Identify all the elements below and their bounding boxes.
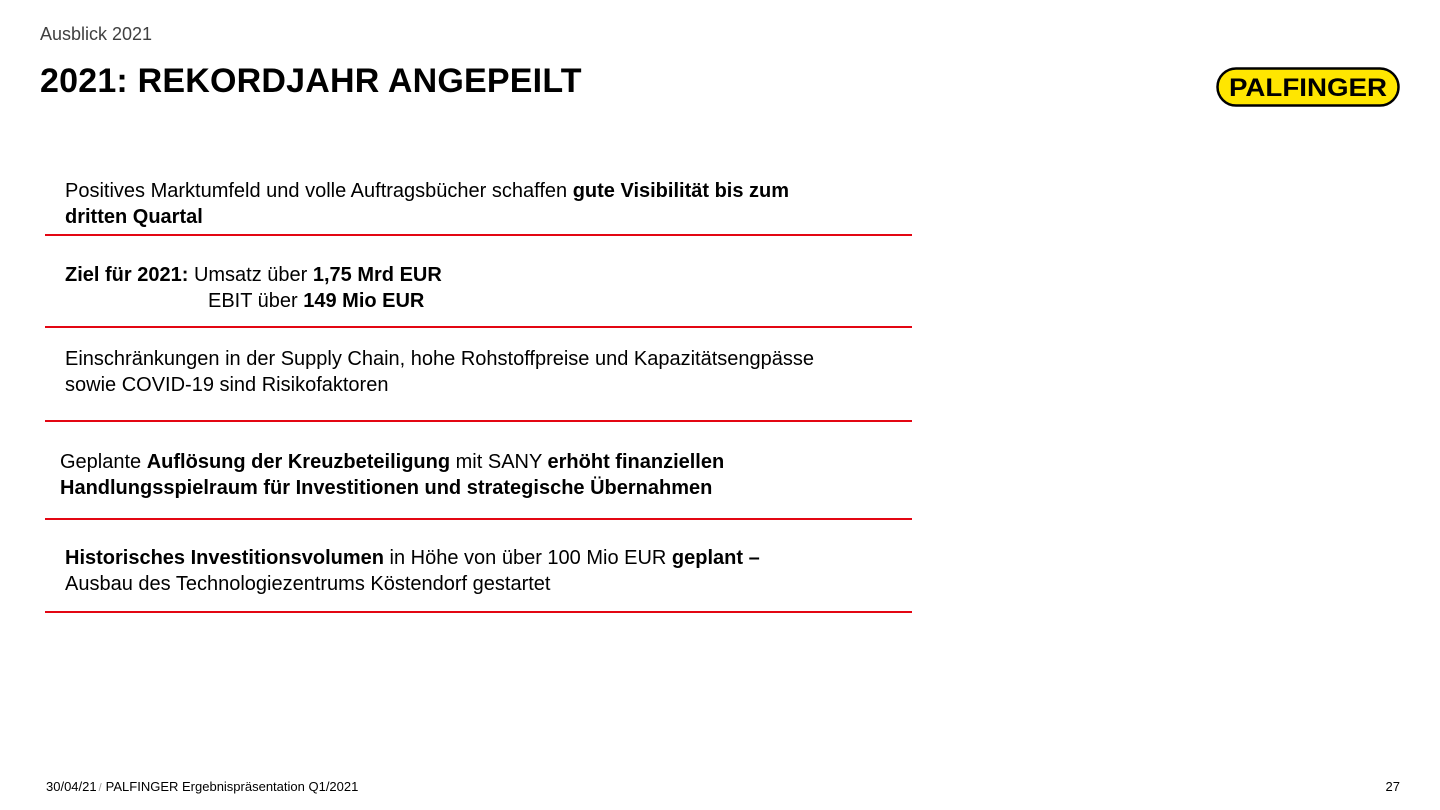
item-line [60, 449, 912, 475]
page-number: 27 [1385, 779, 1400, 794]
text: Umsatz über [188, 264, 313, 286]
footer-date: 30/04/21 [46, 779, 97, 794]
target-label: Ziel für 2021: [65, 264, 189, 286]
emphasis: geplant – [671, 547, 760, 569]
text: Einschränkungen in der Supply Chain, hohe Rohstoffpreise und Kapazitätsengpässe [65, 348, 815, 370]
logo-text: PALFINGER [1229, 74, 1387, 102]
text: EBIT über [208, 290, 304, 312]
text: Positives Marktumfeld und volle Auftragsbücher schaffen [65, 180, 573, 202]
emphasis: erhöht finanziellen [547, 451, 725, 473]
bullet-visibility [45, 178, 912, 236]
text: in Höhe von über 100 Mio EUR [383, 547, 672, 569]
palfinger-logo [1216, 67, 1400, 107]
text: mit SANY [450, 451, 548, 473]
item-line [65, 545, 912, 571]
revenue-target: 1,75 Mrd EUR [312, 264, 442, 286]
text: Ausbau des Technologiezentrums Köstendorf gestartet [65, 573, 551, 595]
page-title: 2021: REKORDJAHR ANGEPEILT [40, 62, 582, 100]
text: Geplante [60, 451, 147, 473]
item-line [65, 288, 912, 314]
emphasis: Auflösung der Kreuzbeteiligung [146, 451, 451, 473]
emphasis: Handlungsspielraum für Investitionen und strategische Übernahmen [60, 477, 713, 499]
bullet-targets [45, 262, 912, 328]
footer-separator: / [98, 782, 102, 794]
item-line [65, 178, 912, 204]
bullet-risks [45, 346, 912, 422]
bullet-investment [45, 545, 912, 613]
emphasis: dritten Quartal [65, 206, 203, 228]
emphasis: Historisches Investitionsvolumen [65, 547, 384, 569]
item-line [65, 262, 912, 288]
text: sowie COVID-19 sind Risikofaktoren [65, 374, 389, 396]
breadcrumb: Ausblick 2021 [40, 24, 153, 44]
footer-text: PALFINGER Ergebnispräsentation Q1/2021 [105, 779, 359, 794]
ebit-target: 149 Mio EUR [303, 290, 425, 312]
emphasis: gute Visibilität bis zum [572, 180, 790, 202]
footer [46, 779, 358, 794]
bullet-sany [45, 449, 912, 520]
